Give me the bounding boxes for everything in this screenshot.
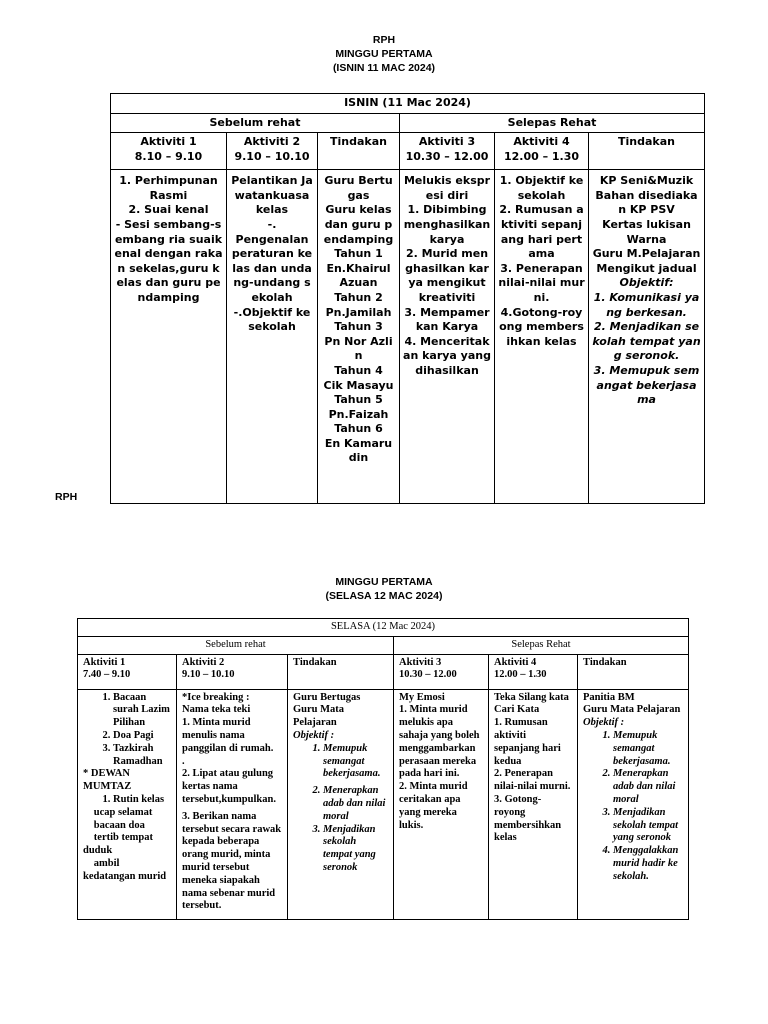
action-2-cell: KP Seni&Muzik Bahan disediakan KP PSV Kertas lukisan Warna Guru M.Pelajaran Mengikut jadual Objektif: 1. Komunikasi yang berkesan. 2. Menjadikan sekolah tempat yang seronok. 3. Memupuk semangat bekerjasama (589, 170, 705, 504)
objective-item: 1. Memupuk semangat bekerjasama. (613, 730, 683, 768)
activity-2-cell: *Ice breaking : Nama teka teki 1. Minta murid menulis nama panggilan di rumah. . 2. Lipat atau gulung kertas nama tersebut,kumpulkan. 3. Berikan nama tersebut secara rawak kepada beberapa orang murid, minta murid tersebut meneka siapakah nama sebenar murid tersebut. (177, 689, 288, 919)
activity-4-cell: Teka Silang kata Cari Kata 1. Rumusan aktiviti sepanjang hari kedua 2. Penerapan nilai-nilai murni. 3. Gotong-royong membersihkan kelas (489, 689, 578, 919)
activity-1-cell: 1. Perhimpunan Rasmi 2. Suai kenal - Sesi sembang-sembang ria suaikenal dengan rakan sekelas,guru kelas dan guru pendamping (111, 170, 227, 504)
table-row (111, 170, 705, 504)
objective-label: Objektif : (293, 729, 335, 741)
column-header: Tindakan (589, 133, 705, 170)
objective-item: 1. Memupuk semangat bekerjasama. (323, 743, 388, 781)
doc-title: RPH (372, 34, 396, 46)
activity-2-cell: Pelantikan Jawatankuasa kelas -. Pengenalan peraturan kelas dan undang-undang sekolah -.Objektif ke sekolah (227, 170, 318, 504)
action-1-cell: Guru Bertugas Guru Mata Pelajaran Objektif : 1. Memupuk semangat bekerjasama. 2. Menerapkan adab dan nilai moral 3. Menjadikan sekolah tempat yang seronok (288, 689, 394, 919)
column-header-row (78, 654, 689, 689)
column-header: Tindakan (288, 654, 394, 689)
rph-header-1 (0, 33, 768, 75)
table-title-row (111, 94, 705, 114)
objective-item: 2. Menjadikan sekolah tempat yang seronok. (592, 320, 701, 363)
before-break-label: Sebelum rehat (78, 636, 394, 654)
column-header: Aktiviti 2 9.10 – 10.10 (227, 133, 318, 170)
column-header: Aktiviti 1 7.40 – 9.10 (78, 654, 177, 689)
column-header: Aktiviti 3 10.30 – 12.00 (400, 133, 495, 170)
objective-label: Objektif: (619, 276, 674, 290)
activity-1-cell: 1. Bacaan surah Lazim Pilihan 2. Doa Pagi 3. Tazkirah Ramadhan * DEWAN MUMTAZ 1. Rutin kelas ucap selamat bacaan doa tertib tempat duduk ambil kedatangan murid (78, 689, 177, 919)
after-break-label: Selepas Rehat (394, 636, 689, 654)
column-header: Aktiviti 4 12.00 – 1.30 (489, 654, 578, 689)
column-header: Aktiviti 3 10.30 – 12.00 (394, 654, 489, 689)
action-1-cell: Guru Bertugas Guru kelas dan guru pendamping Tahun 1 En.Khairul Azuan Tahun 2 Pn.Jamilah Tahun 3 Pn Nor Azlin Tahun 4 Cik Masayu Tahun 5 Pn.Faizah Tahun 6 En Kamarudin (318, 170, 400, 504)
column-header-row (111, 133, 705, 170)
schedule-table-tuesday (77, 618, 689, 920)
objective-label: Objektif : (583, 717, 625, 729)
week-title: MINGGU PERTAMA (335, 576, 433, 588)
column-header: Aktiviti 2 9.10 – 10.10 (177, 654, 288, 689)
objective-item: 2. Menerapkan adab dan nilai moral (613, 768, 683, 806)
rph-header-2 (0, 575, 768, 603)
column-header: Tindakan (318, 133, 400, 170)
table-title-row (78, 619, 689, 637)
column-header: Tindakan (578, 654, 689, 689)
objective-item: 1. Komunikasi yang berkesan. (593, 290, 700, 319)
activity-3-cell: My Emosi 1. Minta murid melukis apa sahaja yang boleh menggambarkan perasaan mereka pada hari ini. 2. Minta murid ceritakan apa yang mereka lukis. (394, 689, 489, 919)
objective-item: 4. Menggalakkan murid hadir ke sekolah. (613, 845, 683, 883)
session-row (111, 113, 705, 133)
action-2-cell: Panitia BM Guru Mata Pelajaran Objektif : 1. Memupuk semangat bekerjasama. 2. Menerapkan adab dan nilai moral 3. Menjadikan sekolah tempat yang seronok 4. Menggalakkan murid hadir ke sekolah. (578, 689, 689, 919)
schedule-table-monday (110, 93, 705, 504)
before-break-label: Sebelum rehat (111, 113, 400, 133)
table-row (78, 689, 689, 919)
date-title: (ISNIN 11 MAC 2024) (332, 62, 436, 74)
objective-item: 3. Menjadikan sekolah tempat yang seronok (613, 807, 683, 845)
date-title: (SELASA 12 MAC 2024) (325, 590, 443, 602)
activity-4-cell: 1. Objektif ke sekolah 2. Rumusan aktiviti sepanjang hari pertama 3. Penerapan nilai-nilai murni. 4.Gotong-royong membersihkan kelas (495, 170, 589, 504)
objective-item: 3. Memupuk semangat bekerjasama (593, 363, 700, 407)
table-title: SELASA (12 Mac 2024) (78, 619, 689, 637)
week-title: MINGGU PERTAMA (335, 48, 433, 60)
table-title: ISNIN (11 Mac 2024) (111, 94, 705, 114)
activity-3-cell: Melukis ekspresi diri 1. Dibimbing menghasilkan karya 2. Murid menghasilkan karya mengikut kreativiti 3. Mempamerkan Karya 4. Menceritakan karya yang dihasilkan (400, 170, 495, 504)
session-row (78, 636, 689, 654)
after-break-label: Selepas Rehat (400, 113, 705, 133)
column-header: Aktiviti 4 12.00 – 1.30 (495, 133, 589, 170)
column-header: Aktiviti 1 8.10 – 9.10 (111, 133, 227, 170)
side-label: RPH (55, 491, 78, 503)
objective-item: 2. Menerapkan adab dan nilai moral (323, 785, 388, 823)
objective-item: 3. Menjadikan sekolah tempat yang seronok (323, 824, 388, 875)
